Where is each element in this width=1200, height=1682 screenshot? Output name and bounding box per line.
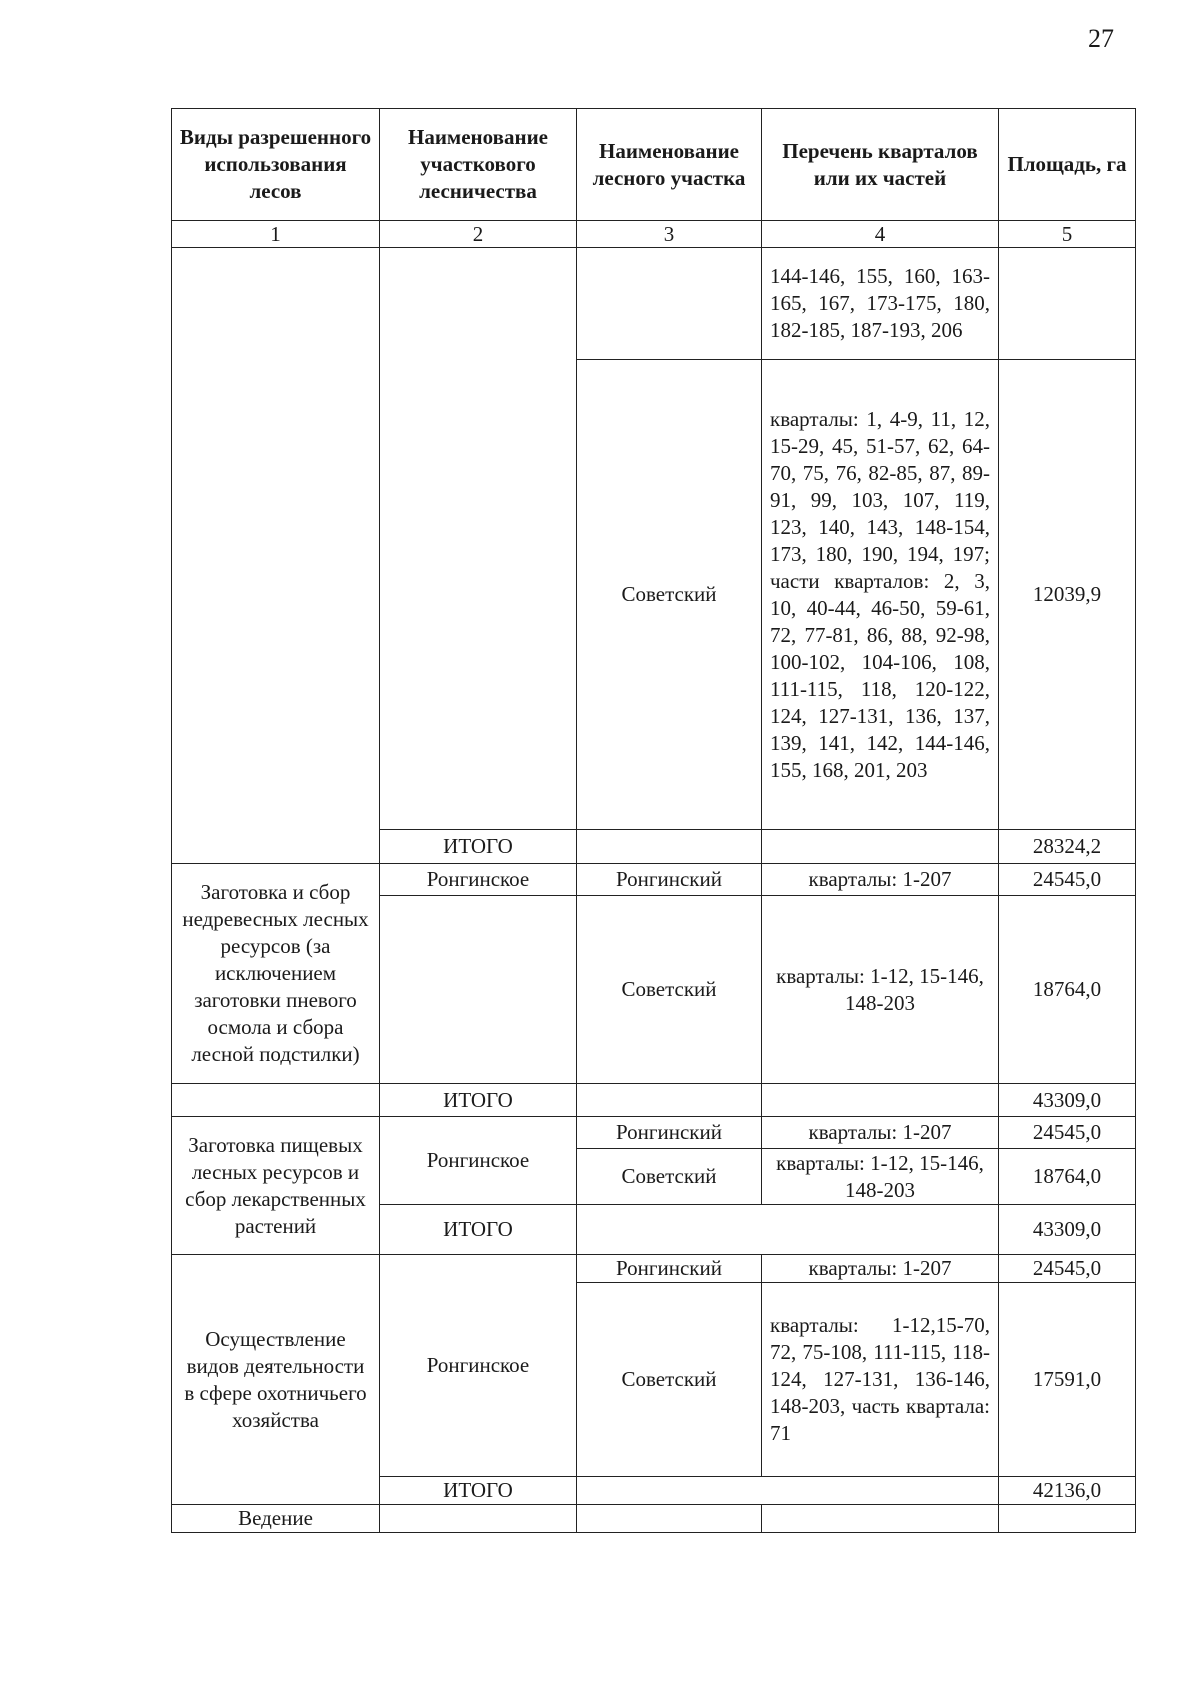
- site-cell: Советский: [577, 896, 762, 1084]
- area-cell: 18764,0: [999, 1149, 1136, 1205]
- forestry-cell: [380, 248, 577, 830]
- header-quarters: Перечень кварталов или их частей: [762, 109, 999, 221]
- table-row: [172, 248, 1136, 360]
- total-area: 43309,0: [999, 1205, 1136, 1255]
- area-cell: [999, 248, 1136, 360]
- site-cell: Ронгинский: [577, 864, 762, 896]
- quarters-cell: кварталы: 1-12,15-70, 72, 75-108, 111-115, 118-124, 127-131, 136-146, 148-203, часть квартала: 71: [762, 1283, 999, 1477]
- header-site: Наименование лесного участка: [577, 109, 762, 221]
- area-cell: 17591,0: [999, 1283, 1136, 1477]
- forest-use-table: [171, 108, 1136, 1533]
- use-type-cell: Ведение: [172, 1505, 380, 1533]
- total-area: 43309,0: [999, 1084, 1136, 1117]
- area-cell: 24545,0: [999, 864, 1136, 896]
- quarters-cell: кварталы: 1-12, 15-146, 148-203: [762, 896, 999, 1084]
- column-number: 5: [999, 221, 1136, 248]
- site-cell: [577, 830, 762, 864]
- column-number: 2: [380, 221, 577, 248]
- quarters-cell: кварталы: 1-207: [762, 1117, 999, 1149]
- area-cell: 12039,9: [999, 360, 1136, 830]
- total-row: [172, 1084, 1136, 1117]
- total-label: ИТОГО: [380, 1477, 577, 1505]
- total-label: ИТОГО: [380, 1205, 577, 1255]
- use-type-cell: Заготовка и сбор недревесных лесных ресурсов (за исключением заготовки пневого осмола и сбора лесной подстилки): [172, 864, 380, 1084]
- area-cell: 24545,0: [999, 1255, 1136, 1283]
- page-number: 27: [1088, 24, 1114, 53]
- total-label: ИТОГО: [380, 830, 577, 864]
- site-cell: Ронгинский: [577, 1255, 762, 1283]
- total-area: 42136,0: [999, 1477, 1136, 1505]
- use-type-cell: [172, 248, 380, 864]
- site-cell: Советский: [577, 1283, 762, 1477]
- header-row: [172, 109, 1136, 221]
- quarters-cell: кварталы: 1-12, 15-146, 148-203: [762, 1149, 999, 1205]
- site-cell: [577, 1505, 762, 1533]
- area-cell: [999, 1505, 1136, 1533]
- table-row: [172, 1117, 1136, 1149]
- column-number: 1: [172, 221, 380, 248]
- quarters-cell: кварталы: 1, 4-9, 11, 12, 15-29, 45, 51-57, 62, 64-70, 75, 76, 82-85, 87, 89-91, 99, 103, 107, 119, 123, 140, 143, 148-154, 173, 180, 190, 194, 197; части кварталов: 2, 3, 10, 40-44, 46-50, 59-61, 72, 77-81, 86, 88, 92-98, 100-102, 104-106, 108, 111-115, 118, 120-122, 124, 127-131, 136, 137, 139, 141, 142, 144-146, 155, 168, 201, 203: [762, 360, 999, 830]
- quarters-cell: кварталы: 1-207: [762, 1255, 999, 1283]
- quarters-cell: 144-146, 155, 160, 163-165, 167, 173-175, 180, 182-185, 187-193, 206: [762, 248, 999, 360]
- empty-cell: [577, 1477, 999, 1505]
- use-type-cell: Заготовка пищевых лесных ресурсов и сбор лекарственных растений: [172, 1117, 380, 1255]
- use-type-cell: Осуществление видов деятельности в сфере охотничьего хозяйства: [172, 1255, 380, 1505]
- total-area: 28324,2: [999, 830, 1136, 864]
- site-cell: Ронгинский: [577, 1117, 762, 1149]
- header-area: Площадь, га: [999, 109, 1136, 221]
- total-label: ИТОГО: [380, 1084, 577, 1117]
- site-cell: Советский: [577, 1149, 762, 1205]
- table-row: [172, 1505, 1136, 1533]
- quarters-cell: [762, 1505, 999, 1533]
- empty-cell: [577, 1205, 999, 1255]
- column-number: 3: [577, 221, 762, 248]
- forestry-cell: Ронгинское: [380, 1117, 577, 1205]
- forestry-cell: Ронгинское: [380, 1255, 577, 1477]
- area-cell: 18764,0: [999, 896, 1136, 1084]
- table-row: [172, 1255, 1136, 1283]
- area-cell: 24545,0: [999, 1117, 1136, 1149]
- site-cell: Советский: [577, 360, 762, 830]
- site-cell: [577, 248, 762, 360]
- column-number: 4: [762, 221, 999, 248]
- use-type-cell: [172, 1084, 380, 1117]
- quarters-cell: [762, 1084, 999, 1117]
- table-row: [172, 864, 1136, 896]
- site-cell: [577, 1084, 762, 1117]
- quarters-cell: [762, 830, 999, 864]
- header-use-type: Виды разрешенного использования лесов: [172, 109, 380, 221]
- forestry-cell: Ронгинское: [380, 864, 577, 896]
- forestry-cell: [380, 896, 577, 1084]
- header-forestry: Наименование участкового лесничества: [380, 109, 577, 221]
- quarters-cell: кварталы: 1-207: [762, 864, 999, 896]
- forestry-cell: [380, 1505, 577, 1533]
- column-number-row: [172, 221, 1136, 248]
